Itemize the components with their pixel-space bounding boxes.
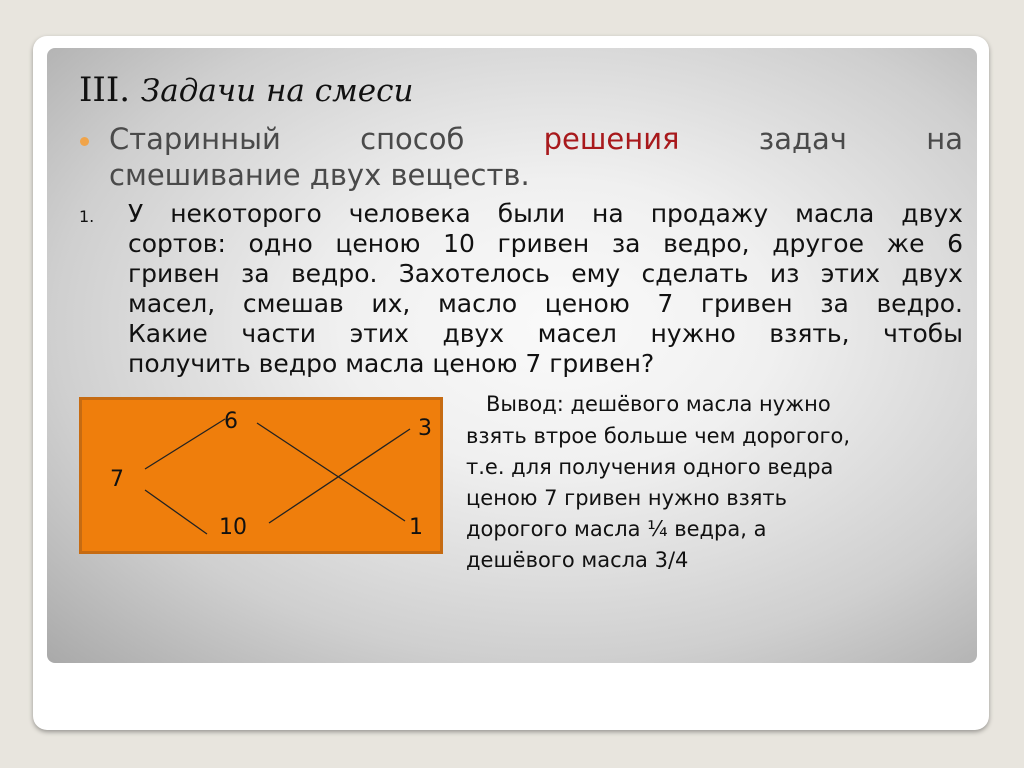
problem-word: их,	[371, 289, 411, 318]
problem-word: человека	[348, 199, 471, 228]
problem-line	[128, 319, 963, 349]
conclusion-line: взять втрое больше чем дорогого,	[466, 424, 851, 448]
problem-word: продажу	[650, 199, 769, 228]
problem-word: на	[592, 199, 624, 228]
problem-word: некоторого	[170, 199, 322, 228]
problem-word: одно	[248, 229, 313, 258]
problem-word: 6	[947, 229, 963, 258]
bullet-word: Старинный	[109, 122, 281, 156]
bullet-dot-icon	[80, 137, 89, 146]
problem-word: масел,	[128, 289, 216, 318]
line-7-to-6	[145, 419, 225, 469]
problem-word: ему	[571, 259, 621, 288]
slide-title	[79, 70, 413, 110]
diagram-value-top-left: 6	[224, 409, 238, 434]
section-number: III.	[79, 70, 131, 110]
problem-word: за	[241, 259, 270, 288]
list-number: 1.	[79, 207, 95, 226]
problem-word: были	[497, 199, 566, 228]
problem-line	[128, 229, 963, 259]
problem-word: масел	[537, 319, 617, 348]
problem-word: ведро,	[663, 229, 750, 258]
problem-word: масла	[795, 199, 875, 228]
conclusion-line: Вывод: дешёвого масла нужно	[486, 392, 831, 416]
problem-word: Какие	[128, 319, 208, 348]
problem-line-last: получить ведро масла ценою 7 гривен?	[128, 349, 655, 378]
problem-word: из	[769, 259, 800, 288]
problem-word: этих	[820, 259, 881, 288]
title-text: Задачи на смеси	[140, 73, 414, 109]
conclusion-line: дорогого масла ¼ ведра, а	[466, 517, 767, 541]
problem-word: гривен	[497, 229, 590, 258]
problem-word: за	[611, 229, 641, 258]
line-10-to-3	[269, 429, 410, 523]
problem-word: же	[886, 229, 925, 258]
bullet-line-1	[109, 121, 963, 157]
problem-word: 7	[657, 289, 674, 318]
problem-word: гривен	[700, 289, 793, 318]
problem-word: 10	[443, 229, 475, 258]
problem-word: масло	[437, 289, 518, 318]
problem-word: части	[241, 319, 317, 348]
problem-word: ценою	[544, 289, 630, 318]
problem-word: смешав	[242, 289, 344, 318]
problem-word: сделать	[641, 259, 749, 288]
mixing-diagram	[79, 397, 443, 554]
diagram-value-bottom-left: 10	[219, 515, 247, 540]
problem-word: за	[820, 289, 849, 318]
problem-word: двух	[901, 199, 963, 228]
diagram-value-bottom-right: 1	[409, 515, 423, 540]
bullet-item	[78, 117, 963, 197]
line-7-to-10	[145, 490, 207, 534]
highlight-word: решения	[543, 122, 680, 156]
problem-word: ведро.	[876, 289, 963, 318]
diagram-lines	[82, 400, 440, 551]
line-6-to-1	[257, 423, 405, 521]
problem-word: нужно	[650, 319, 736, 348]
problem-word: двух	[901, 259, 963, 288]
conclusion-line: ценою 7 гривен нужно взять	[466, 486, 788, 510]
problem-word: У	[128, 199, 144, 228]
problem-line	[128, 289, 963, 319]
problem-word: взять,	[769, 319, 850, 348]
bullet-word: на	[926, 122, 963, 156]
problem-word: этих	[349, 319, 409, 348]
conclusion-line: т.е. для получения одного ведра	[466, 455, 834, 479]
problem-line	[128, 259, 963, 289]
bullet-word: способ	[360, 122, 465, 156]
problem-word: ведро.	[290, 259, 378, 288]
problem-word: сортов:	[128, 229, 226, 258]
problem-word: Захотелось	[398, 259, 550, 288]
problem-line	[128, 199, 963, 229]
problem-word: двух	[442, 319, 505, 348]
diagram-value-middle-left: 7	[110, 467, 124, 492]
conclusion-line: дешёвого масла 3/4	[466, 548, 689, 572]
problem-word: гривен	[128, 259, 220, 288]
bullet-word: задач	[758, 122, 847, 156]
problem-word: другое	[772, 229, 864, 258]
problem-word: ценою	[335, 229, 421, 258]
diagram-value-top-right: 3	[418, 416, 432, 441]
problem-word: чтобы	[883, 319, 963, 348]
bullet-line-2: смешивание двух веществ.	[109, 158, 530, 192]
